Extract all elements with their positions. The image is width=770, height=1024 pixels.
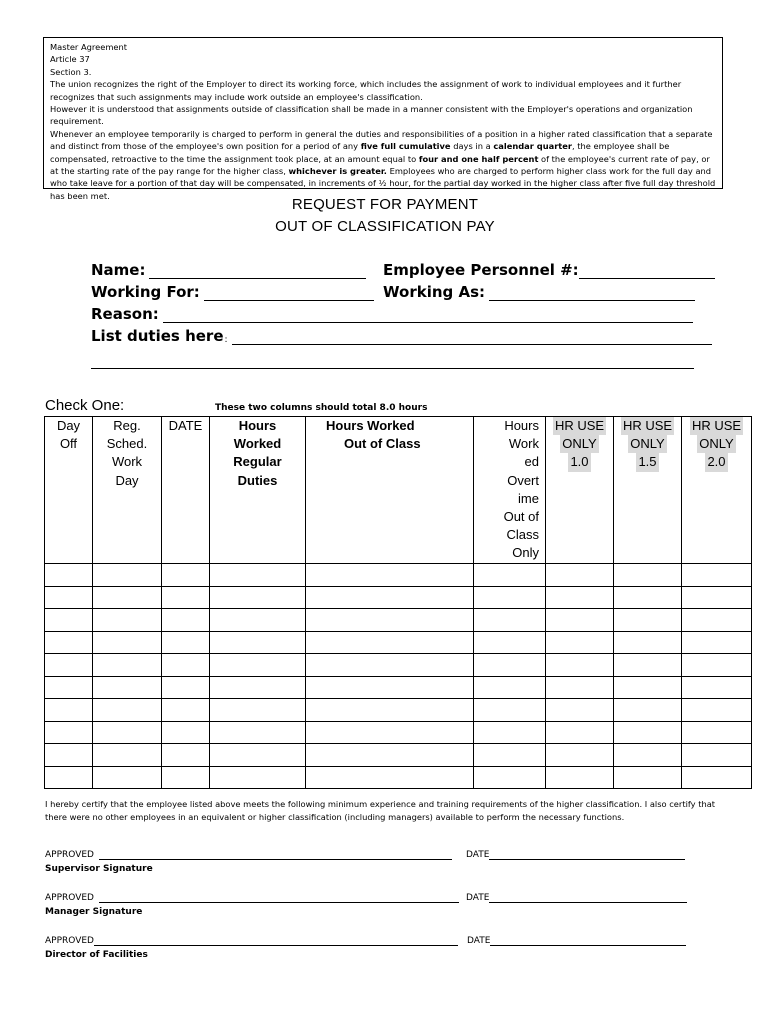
table-cell[interactable] (546, 586, 614, 609)
table-cell[interactable] (474, 564, 546, 587)
table-cell[interactable] (162, 631, 210, 654)
table-cell[interactable] (546, 744, 614, 767)
hours-table (44, 416, 752, 789)
table-cell[interactable] (546, 766, 614, 789)
table-cell[interactable] (306, 564, 474, 587)
table-cell[interactable] (162, 609, 210, 632)
table-cell[interactable] (306, 676, 474, 699)
header-text: ONLY (697, 435, 735, 453)
table-cell[interactable] (474, 676, 546, 699)
table-cell[interactable] (306, 766, 474, 789)
table-cell[interactable] (474, 631, 546, 654)
header-text: Reg. (113, 418, 141, 433)
name-field[interactable] (91, 261, 366, 279)
personnel-field[interactable] (383, 261, 715, 279)
table-cell[interactable] (474, 744, 546, 767)
header-text: Overt (507, 472, 539, 488)
hours-total-note: These two columns should total 8.0 hours (215, 403, 428, 413)
table-cell[interactable] (210, 564, 306, 587)
table-cell[interactable] (210, 654, 306, 677)
table-cell[interactable] (682, 586, 752, 609)
reason-label: Reason: (91, 305, 159, 323)
header-text: Regular (233, 454, 282, 470)
signature-line[interactable] (99, 893, 459, 903)
table-cell[interactable] (93, 699, 162, 722)
table-cell[interactable] (306, 721, 474, 744)
table-cell[interactable] (93, 654, 162, 677)
table-cell[interactable] (45, 654, 93, 677)
text-segment: days in a (450, 141, 494, 152)
table-row (45, 564, 752, 587)
date-line[interactable] (490, 936, 686, 946)
text-segment: of the employee's current rate of pay, or at the starting rate of the pay range for the higher class, (50, 153, 710, 177)
table-cell[interactable] (210, 609, 306, 632)
table-cell[interactable] (546, 564, 614, 587)
table-cell[interactable] (93, 676, 162, 699)
agreement-line: However it is understood that assignments outside of classification shall be made in a manner consistent with the Employer's operations and organization requirement. (50, 104, 693, 127)
table-row (45, 676, 752, 699)
approver-role: Director of Facilities (45, 950, 148, 960)
header-hours-overtime (474, 417, 546, 564)
table-cell[interactable] (45, 609, 93, 632)
header-text: DATE (168, 418, 203, 433)
table-cell[interactable] (682, 609, 752, 632)
certification-statement: I hereby certify that the employee listed above meets the following minimum experience and training requirements of the higher classification. I also certify that there were no other employees in an equivalent or higher classification (including managers) available to perform the necessary functions. (45, 799, 716, 822)
table-cell[interactable] (614, 609, 682, 632)
table-cell[interactable] (162, 586, 210, 609)
table-cell[interactable] (93, 586, 162, 609)
table-cell[interactable] (614, 654, 682, 677)
table-cell[interactable] (614, 631, 682, 654)
personnel-label: Employee Personnel #: (383, 261, 579, 279)
header-text: HR USE (553, 417, 606, 435)
check-one-label: Check One: (45, 397, 125, 414)
header-date (162, 417, 210, 564)
table-cell[interactable] (45, 721, 93, 744)
text-segment: Whenever an employee temporarily is charged to perform in general the duties and responsibilities of a position in a higher rated classification that a separate and distinct from those of the employee's own position for a period of any (50, 128, 713, 152)
table-cell[interactable] (162, 654, 210, 677)
table-cell[interactable] (682, 766, 752, 789)
table-cell[interactable] (546, 609, 614, 632)
table-cell[interactable] (546, 721, 614, 744)
table-cell[interactable] (45, 586, 93, 609)
table-cell[interactable] (474, 586, 546, 609)
table-cell[interactable] (306, 609, 474, 632)
duties-field[interactable] (91, 327, 712, 345)
table-cell[interactable] (45, 699, 93, 722)
table-cell[interactable] (682, 699, 752, 722)
header-hours-out-of-class (306, 417, 474, 564)
header-text: 2.0 (705, 453, 727, 471)
table-cell[interactable] (93, 766, 162, 789)
duties-line[interactable] (232, 330, 712, 345)
table-cell[interactable] (306, 631, 474, 654)
table-cell[interactable] (546, 631, 614, 654)
name-label: Name: (91, 261, 146, 279)
header-text: Hours Worked (326, 418, 415, 433)
agreement-compensation-paragraph (50, 128, 716, 202)
header-text: 1.0 (568, 453, 590, 471)
header-text: ONLY (560, 435, 598, 453)
approval-manager (45, 893, 687, 917)
table-cell[interactable] (682, 744, 752, 767)
header-text: Hours (238, 418, 277, 433)
table-row (45, 631, 752, 654)
bold-segment: calendar quarter (493, 141, 572, 152)
table-cell[interactable] (474, 766, 546, 789)
name-line[interactable] (149, 264, 366, 279)
table-cell[interactable] (682, 564, 752, 587)
header-hours-regular (210, 417, 306, 564)
reason-line[interactable] (163, 308, 693, 323)
header-text: HR USE (690, 417, 743, 435)
table-cell[interactable] (93, 564, 162, 587)
approver-role: Supervisor Signature (45, 864, 153, 874)
header-text: Off (59, 436, 78, 452)
form-title: REQUEST FOR PAYMENT (291, 196, 479, 213)
table-row (45, 721, 752, 744)
table-cell[interactable] (546, 676, 614, 699)
approval-director (45, 936, 686, 960)
agreement-line: The union recognizes the right of the Employer to direct its working force, which includes the assignment of work to individual employees and it further recognizes that such assignments may include work outside an employee's classification. (50, 79, 682, 102)
date-line[interactable] (489, 850, 685, 860)
table-cell[interactable] (93, 721, 162, 744)
bold-segment: four and one half percent (418, 153, 539, 164)
table-cell[interactable] (162, 699, 210, 722)
table-row (45, 766, 752, 789)
table-cell[interactable] (93, 631, 162, 654)
duties-colon: : (224, 335, 228, 345)
approval-supervisor (45, 850, 685, 874)
text-segment: , the employee shall be compensated, retroactive to the time the assignment took place, at an amount equal to (50, 141, 670, 164)
table-cell[interactable] (162, 676, 210, 699)
date-label: DATE (466, 936, 491, 946)
working-as-field[interactable] (383, 283, 695, 301)
working-for-label: Working For: (91, 283, 200, 301)
table-cell[interactable] (45, 631, 93, 654)
date-line[interactable] (489, 893, 687, 903)
table-row (45, 586, 752, 609)
table-header-row (45, 417, 752, 564)
header-hr-use-2-0 (682, 417, 752, 564)
table-cell[interactable] (682, 654, 752, 677)
table-cell[interactable] (474, 721, 546, 744)
table-cell[interactable] (306, 744, 474, 767)
table-cell[interactable] (614, 564, 682, 587)
table-cell[interactable] (210, 744, 306, 767)
header-text: HR USE (621, 417, 674, 435)
table-cell[interactable] (546, 699, 614, 722)
table-cell[interactable] (93, 609, 162, 632)
working-for-line[interactable] (204, 286, 374, 301)
table-cell[interactable] (306, 654, 474, 677)
table-cell[interactable] (45, 766, 93, 789)
header-text: 1.5 (636, 453, 658, 471)
header-text: ed (524, 454, 539, 470)
working-as-line[interactable] (489, 286, 695, 301)
table-cell[interactable] (210, 766, 306, 789)
header-text: Only (512, 545, 539, 561)
header-text: Day (115, 472, 139, 488)
table-cell[interactable] (546, 654, 614, 677)
table-cell[interactable] (306, 699, 474, 722)
date-label: DATE (465, 850, 490, 860)
header-text: Work (111, 454, 143, 470)
header-hr-use-1-5 (614, 417, 682, 564)
table-row (45, 744, 752, 767)
header-text: Work (508, 436, 539, 452)
agreement-box (43, 37, 723, 201)
table-cell[interactable] (682, 676, 752, 699)
header-text: ONLY (628, 435, 666, 453)
bold-segment: whichever is greater. (288, 166, 387, 177)
header-hr-use-1-0 (546, 417, 614, 564)
header-text: ime (518, 490, 539, 506)
signature-line[interactable] (99, 850, 452, 860)
header-text: Duties (237, 472, 278, 488)
reason-field[interactable] (91, 305, 693, 323)
text-segment: Employees who are charged to perform higher class work for the full day and who take leave for a portion of that day will be compensated, in increments of ½ hour, for the partial day worked in the higher class after five full day threshold has been met. (50, 166, 716, 201)
approved-label: APPROVED (45, 850, 94, 860)
table-row (45, 609, 752, 632)
table-cell[interactable] (614, 766, 682, 789)
table-cell[interactable] (682, 721, 752, 744)
table-row (45, 699, 752, 722)
signature-line[interactable] (94, 936, 458, 946)
table-body (45, 564, 752, 789)
table-cell[interactable] (474, 699, 546, 722)
table-cell[interactable] (614, 586, 682, 609)
header-text: Out of (503, 509, 539, 525)
header-text: Out of Class (344, 436, 421, 452)
table-cell[interactable] (210, 676, 306, 699)
table-cell[interactable] (45, 564, 93, 587)
table-cell[interactable] (306, 586, 474, 609)
table-row (45, 654, 752, 677)
form-subtitle: OUT OF CLASSIFICATION PAY (275, 218, 495, 235)
table-cell[interactable] (162, 766, 210, 789)
table-cell[interactable] (614, 676, 682, 699)
table-cell[interactable] (210, 586, 306, 609)
header-text: Hours (504, 418, 539, 433)
working-for-field[interactable] (91, 283, 374, 301)
table-cell[interactable] (614, 744, 682, 767)
table-cell[interactable] (210, 721, 306, 744)
header-text: Class (506, 527, 539, 543)
approved-label: APPROVED (45, 936, 94, 946)
approver-role: Manager Signature (45, 907, 143, 917)
table-cell[interactable] (45, 744, 93, 767)
table-cell[interactable] (210, 631, 306, 654)
table-cell[interactable] (474, 609, 546, 632)
header-day-off (45, 417, 93, 564)
table-cell[interactable] (614, 721, 682, 744)
header-text: Sched. (106, 436, 148, 452)
header-reg-sched (93, 417, 162, 564)
date-label: DATE (465, 893, 490, 903)
table-cell[interactable] (162, 744, 210, 767)
personnel-line[interactable] (579, 264, 715, 279)
header-text: Worked (233, 436, 282, 452)
duties-line-2[interactable] (91, 368, 694, 369)
table-cell[interactable] (614, 699, 682, 722)
working-as-label: Working As: (383, 283, 486, 301)
approved-label: APPROVED (45, 893, 94, 903)
agreement-line: Section 3. (50, 66, 92, 77)
duties-label: List duties here (91, 327, 224, 345)
table-cell[interactable] (162, 721, 210, 744)
agreement-line: Article 37 (50, 54, 90, 65)
table-cell[interactable] (474, 654, 546, 677)
table-cell[interactable] (93, 744, 162, 767)
table-cell[interactable] (210, 699, 306, 722)
table-cell[interactable] (45, 676, 93, 699)
header-text: Day (56, 418, 81, 433)
table-cell[interactable] (162, 564, 210, 587)
table-cell[interactable] (682, 631, 752, 654)
agreement-line: Master Agreement (50, 42, 128, 52)
bold-segment: five full cumulative (360, 141, 451, 152)
